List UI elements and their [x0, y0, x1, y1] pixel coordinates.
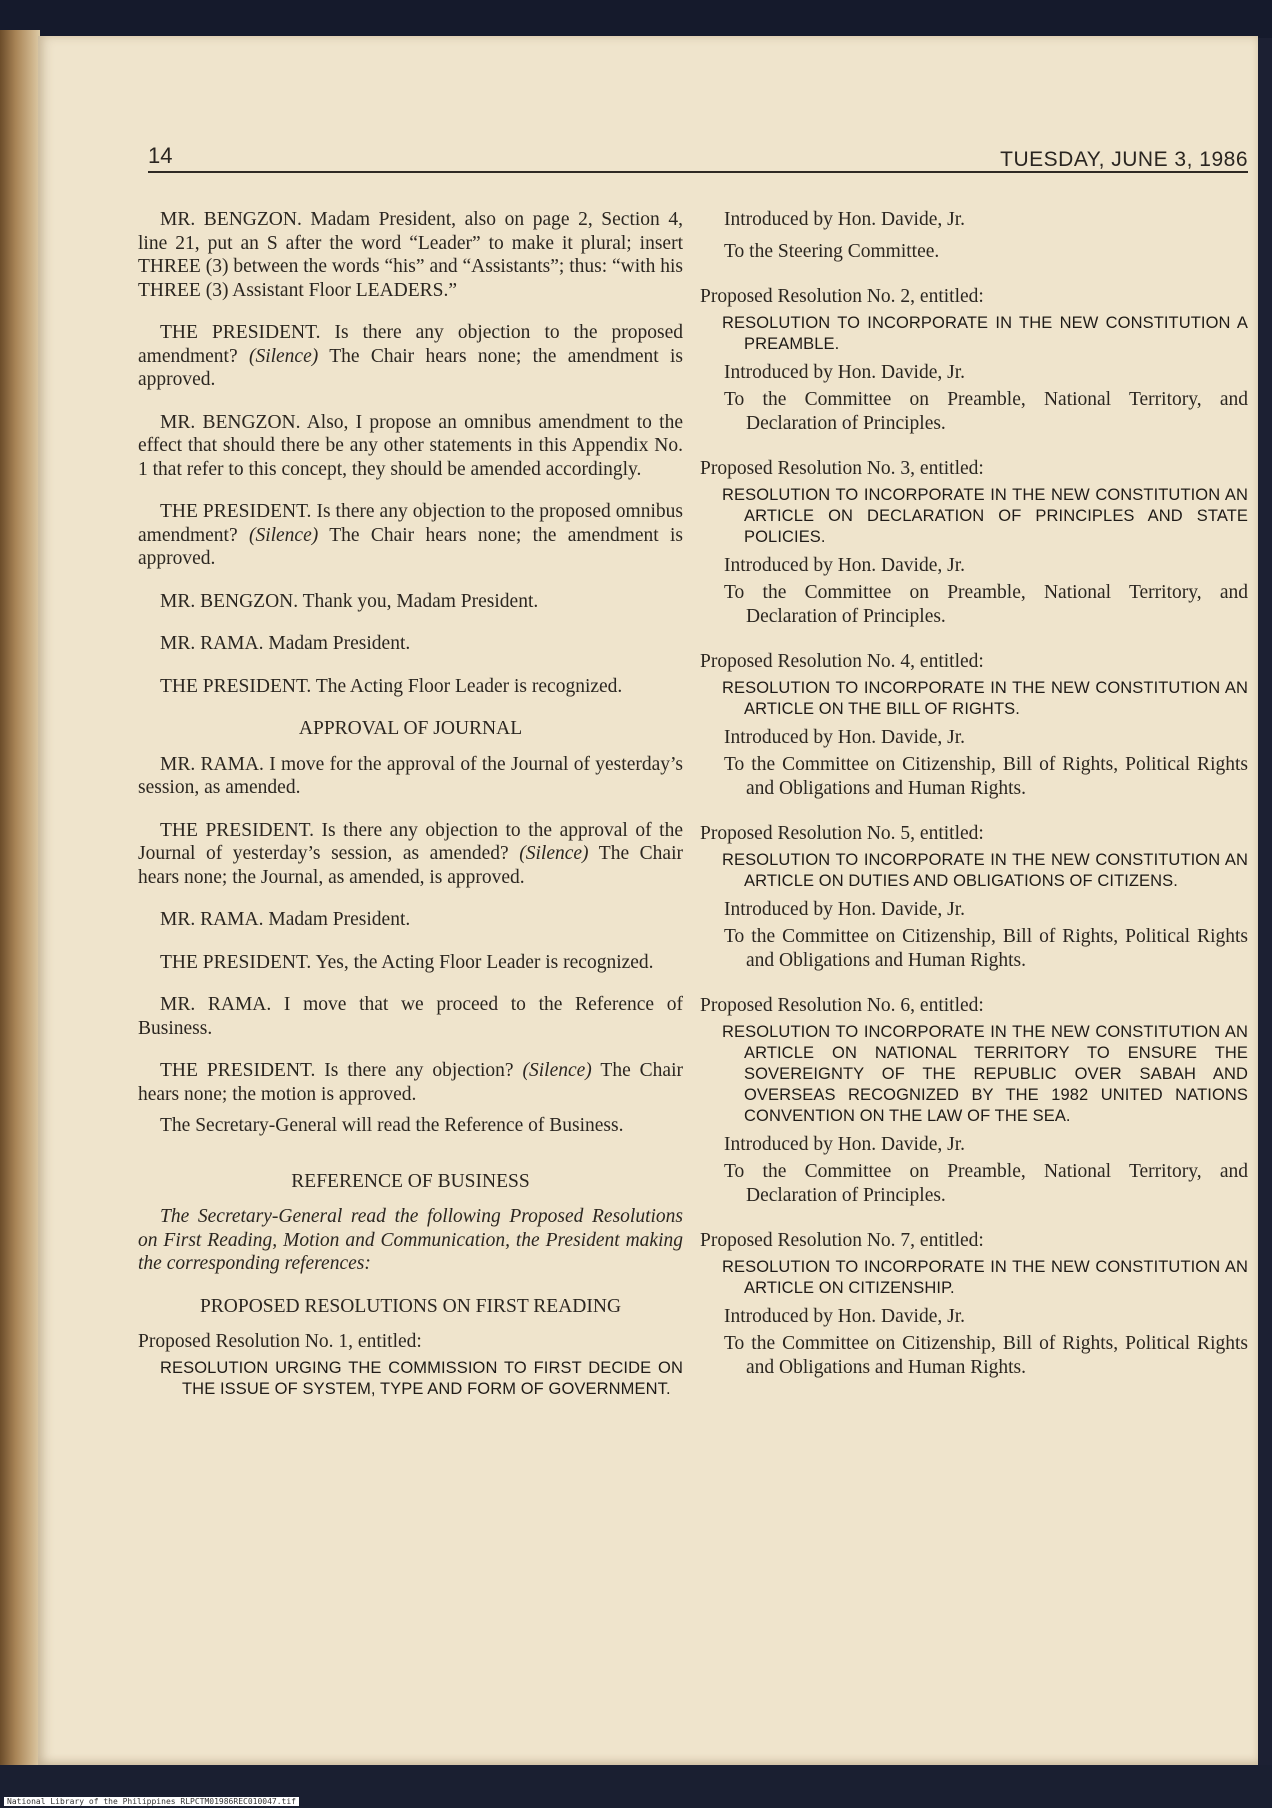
resolution-entitled: Proposed Resolution No. 3, entitled:: [700, 458, 984, 479]
resolution-committee: To the Committee on Preamble, National Territory, and Declaration of Principles.: [724, 389, 1248, 434]
text-run: THE PRESIDENT. Is there any objection to the proposed amendment?: [138, 322, 683, 367]
text-run: The Chair hears none; the Journal, as amended, is approved.: [138, 843, 683, 888]
resolution-introduced: Introduced by Hon. Davide, Jr.: [724, 1133, 965, 1155]
paragraph-president-recognized-2: THE PRESIDENT. Yes, the Acting Floor Leader is recognized.: [160, 951, 654, 973]
text-run: The Chair hears none; the motion is approved.: [138, 1060, 683, 1105]
page-number: 14: [148, 143, 173, 168]
text-run: THE PRESIDENT. Is there any objection to the proposed omnibus amendment?: [138, 501, 683, 546]
paragraph-bengzon-thanks: MR. BENGZON. Thank you, Madam President.: [160, 590, 539, 612]
scan-source-note: National Library of the Philippines RLPCTM01986REC010047.tif: [4, 1797, 299, 1806]
resolution-5: [700, 822, 1248, 972]
resolution-title: RESOLUTION TO INCORPORATE IN THE NEW CONSTITUTION A PREAMBLE.: [722, 313, 1248, 353]
resolution-entitled: Proposed Resolution No. 5, entitled:: [700, 823, 984, 844]
resolution-committee: To the Committee on Citizenship, Bill of Rights, Political Rights and Obligations and Human Rights.: [724, 1333, 1248, 1378]
paragraph-president-objection-2: [138, 500, 683, 571]
paragraph-rama-1: MR. RAMA. Madam President.: [160, 633, 411, 654]
resolution-introduced: Introduced by Hon. Davide, Jr.: [724, 1305, 965, 1327]
resolution-introduced: Introduced by Hon. Davide, Jr.: [724, 726, 965, 748]
running-head-date: TUESDAY, JUNE 3, 1986: [1000, 148, 1248, 171]
resolution-entitled: Proposed Resolution No. 7, entitled:: [700, 1230, 984, 1251]
paragraph-secretary-read: The Secretary-General will read the Reference of Business.: [160, 1115, 624, 1136]
right-column: [700, 208, 1248, 1379]
resolution-4: [700, 650, 1248, 800]
text-run: THE PRESIDENT. Is there any objection?: [160, 1060, 523, 1081]
text-run: The Chair hears none; the amendment is approved.: [138, 524, 684, 569]
resolution-3: [700, 457, 1248, 628]
text-run: The Chair hears none; the amendment is approved.: [138, 345, 684, 390]
stage-direction: (Silence): [248, 345, 319, 367]
scan-top-border: [0, 0, 1272, 38]
resolution-6: [700, 994, 1248, 1207]
paragraph-president-journal: [138, 819, 683, 890]
paragraph-secretary-italic: The Secretary-General read the following Proposed Resolutions on First Reading, Motion and Communication, the President making the corresponding references:: [138, 1206, 683, 1274]
section-heading-proposed-resolutions: PROPOSED RESOLUTIONS ON FIRST READING: [199, 1295, 622, 1317]
paragraph-bengzon-omnibus: MR. BENGZON. Also, I propose an omnibus amendment to the effect that should there be any other statements in this Appendix No. 1 that refer to this concept, they should be amended accordingly.: [138, 411, 683, 480]
stage-direction: (Silence): [522, 1060, 592, 1081]
stage-direction: (Silence): [519, 843, 589, 864]
paragraph-rama-2: MR. RAMA. Madam President.: [160, 909, 411, 930]
resolution-1-title: RESOLUTION URGING THE COMMISSION TO FIRST DECIDE ON THE ISSUE OF SYSTEM, TYPE AND FORM OF GOVERNMENT.: [160, 1358, 683, 1398]
resolution-committee: To the Committee on Preamble, National Territory, and Declaration of Principles.: [724, 582, 1248, 627]
left-column: [138, 208, 683, 1406]
section-heading-reference-of-business: REFERENCE OF BUSINESS: [291, 1170, 530, 1192]
section-heading-approval-of-journal: APPROVAL OF JOURNAL: [298, 718, 523, 739]
paragraph-rama-journal: MR. RAMA. I move for the approval of the Journal of yesterday’s session, as amended.: [138, 753, 683, 798]
paragraph-bengzon-amendment: MR. BENGZON. Madam President, also on page 2, Section 4, line 21, put an S after the word “Leader” to make it plural; insert THREE (3) between the words “his” and “Assistants”; thus: “with his THREE (3) Assistant Floor LEADERS.”: [138, 209, 683, 301]
paragraph-president-recognized-1: THE PRESIDENT. The Acting Floor Leader is recognized.: [160, 675, 623, 697]
resolution-introduced: Introduced by Hon. Davide, Jr.: [724, 898, 965, 920]
paragraph-president-objection-1: [138, 321, 683, 392]
resolution-introduced: Introduced by Hon. Davide, Jr.: [724, 554, 965, 576]
book-binding-edge: [0, 30, 40, 1765]
resolution-introduced: Introduced by Hon. Davide, Jr.: [724, 361, 965, 383]
resolution-committee: To the Committee on Preamble, National Territory, and Declaration of Principles.: [724, 1161, 1248, 1206]
resolution-entitled: Proposed Resolution No. 6, entitled:: [700, 995, 984, 1016]
header-rule: [148, 171, 1248, 173]
resolution-entitled: Proposed Resolution No. 2, entitled:: [700, 286, 984, 307]
resolution-entitled: Proposed Resolution No. 4, entitled:: [700, 651, 984, 672]
resolution-1-introduced: Introduced by Hon. Davide, Jr.: [724, 209, 965, 230]
text-run: THE PRESIDENT. Is there any objection to the approval of the Journal of yesterday’s session, as amended?: [138, 819, 683, 864]
resolution-1-entitled: Proposed Resolution No. 1, entitled:: [138, 1331, 422, 1352]
resolution-title: RESOLUTION TO INCORPORATE IN THE NEW CONSTITUTION AN ARTICLE ON DECLARATION OF PRINCIPLES AND STATE POLICIES.: [722, 485, 1248, 546]
stage-direction: (Silence): [248, 524, 319, 546]
resolution-committee: To the Committee on Citizenship, Bill of Rights, Political Rights and Obligations and Human Rights.: [724, 754, 1248, 799]
resolution-title: RESOLUTION TO INCORPORATE IN THE NEW CONSTITUTION AN ARTICLE ON NATIONAL TERRITORY TO ENSURE THE SOVEREIGNTY OF THE REPUBLIC OVER SABAH AND OVERSEAS RECOGNIZED BY THE 1982 UNITED NATIONS CONVENTION ON THE LAW OF THE SEA.: [722, 1022, 1248, 1125]
resolution-title: RESOLUTION TO INCORPORATE IN THE NEW CONSTITUTION AN ARTICLE ON CITIZENSHIP.: [722, 1257, 1248, 1297]
resolution-2: [700, 285, 1248, 435]
resolution-title: RESOLUTION TO INCORPORATE IN THE NEW CONSTITUTION AN ARTICLE ON DUTIES AND OBLIGATIONS OF CITIZENS.: [722, 850, 1248, 890]
resolution-7: [700, 1229, 1248, 1379]
paragraph-president-motion: [138, 1059, 683, 1106]
resolution-committee: To the Committee on Citizenship, Bill of Rights, Political Rights and Obligations and Human Rights.: [724, 926, 1248, 971]
paragraph-rama-reference: MR. RAMA. I move that we proceed to the Reference of Business.: [138, 994, 683, 1039]
resolution-title: RESOLUTION TO INCORPORATE IN THE NEW CONSTITUTION AN ARTICLE ON THE BILL OF RIGHTS.: [722, 678, 1248, 718]
resolution-1-committee: To the Steering Committee.: [724, 240, 940, 262]
